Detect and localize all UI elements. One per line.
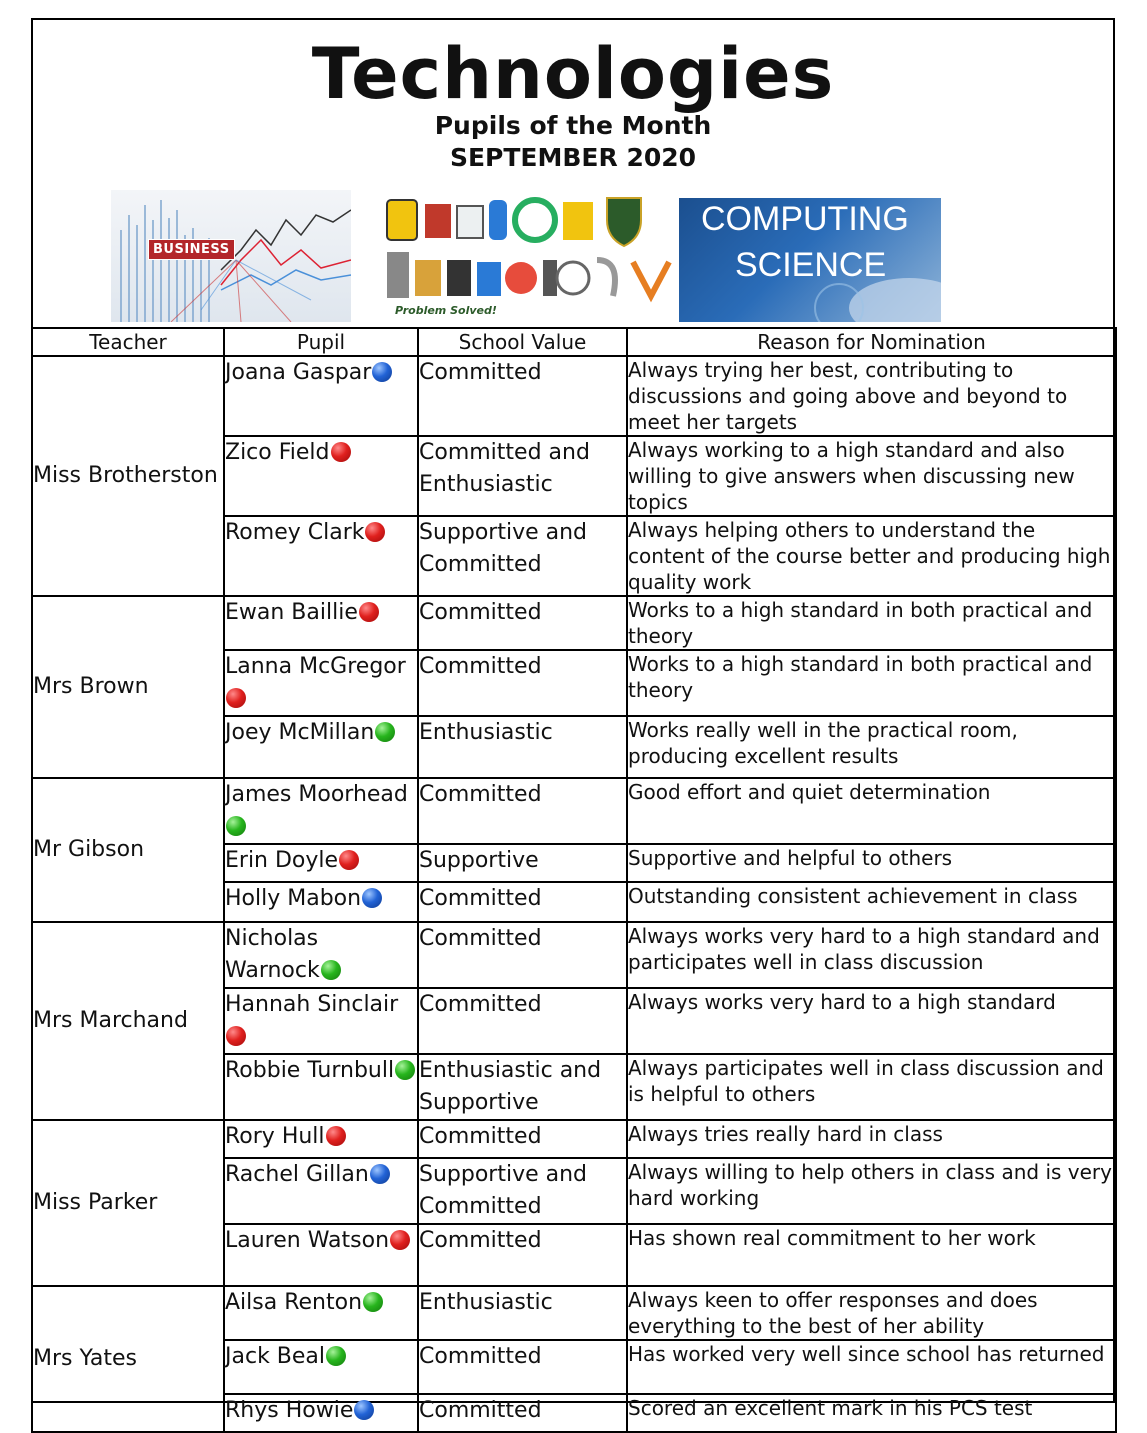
pupil-cell (224, 516, 418, 596)
pupil-cell (224, 882, 418, 922)
pupil-name: Lanna McGregor (225, 654, 406, 679)
reason-cell: Always helping others to understand the content of the course better and producing high quality work (627, 516, 1116, 596)
header-school-value: School Value (418, 328, 627, 356)
teacher-cell (32, 596, 224, 778)
nominations-table (31, 327, 1117, 1433)
reason-cell: Has worked very well since school has returned (627, 1340, 1116, 1394)
green-dot-icon (321, 960, 341, 980)
teacher-cell (32, 1120, 224, 1286)
teacher-name: Miss Parker (33, 1190, 158, 1215)
table-row (32, 1120, 1116, 1158)
school-value-cell: Enthusiastic (418, 1286, 627, 1340)
teacher-name: Mrs Yates (33, 1346, 137, 1371)
teacher-name: Mr Gibson (33, 837, 145, 862)
reason-cell: Always works very hard to a high standard (627, 988, 1116, 1054)
reason-cell: Always works very hard to a high standard and participates well in class discussion (627, 922, 1116, 988)
teacher-cell (32, 922, 224, 1120)
red-dot-icon (390, 1230, 410, 1250)
pupil-cell (224, 1394, 418, 1432)
school-value-cell: Committed (418, 988, 627, 1054)
pupil-cell (224, 922, 418, 988)
table-row (32, 778, 1116, 844)
school-value-cell: Committed (418, 650, 627, 716)
pupil-name: Ailsa Renton (225, 1290, 363, 1315)
pupil-name: Jack Beal (225, 1344, 326, 1369)
green-dot-icon (326, 1346, 346, 1366)
pupil-cell (224, 650, 418, 716)
pupil-cell (224, 844, 418, 882)
pupil-name: Lauren Watson (225, 1228, 390, 1253)
school-value-cell: Committed (418, 778, 627, 844)
pupil-name: Rhys Howie (225, 1398, 354, 1423)
pupil-name: Rory Hull (225, 1124, 325, 1149)
teacher-cell (32, 356, 224, 596)
blue-dot-icon (362, 888, 382, 908)
pupil-name: Erin Doyle (225, 848, 339, 873)
reason-cell: Always trying her best, contributing to discussions and going above and beyond to meet her targets (627, 356, 1116, 436)
header-teacher: Teacher (32, 328, 224, 356)
business-banner (111, 190, 351, 322)
pupil-name: Rachel Gillan (225, 1162, 369, 1187)
reason-cell: Works to a high standard in both practical and theory (627, 596, 1116, 650)
teacher-name: Miss Brotherston (33, 463, 218, 488)
school-value-cell: Committed (418, 596, 627, 650)
design-technology-banner (351, 190, 679, 322)
pupil-cell (224, 778, 418, 844)
red-dot-icon (331, 442, 351, 462)
pupil-name: Ewan Baillie (225, 600, 358, 625)
table-row (32, 922, 1116, 988)
teacher-name: Mrs Marchand (33, 1008, 188, 1033)
pupil-cell (224, 716, 418, 778)
school-value-cell: Committed and Enthusiastic (418, 436, 627, 516)
red-dot-icon (226, 688, 246, 708)
red-dot-icon (365, 522, 385, 542)
document-frame (31, 18, 1115, 1423)
school-value-cell: Committed (418, 1340, 627, 1394)
table-header-row (32, 328, 1116, 356)
school-value-cell: Supportive and Committed (418, 1158, 627, 1224)
page-subtitle: Pupils of the Month (434, 111, 712, 140)
pupil-name: James Moorhead (225, 782, 408, 807)
school-value-cell: Committed (418, 356, 627, 436)
red-dot-icon (359, 602, 379, 622)
page-title: Technologies (311, 33, 835, 115)
pupil-cell (224, 596, 418, 650)
reason-cell: Outstanding consistent achievement in class (627, 882, 1116, 922)
red-dot-icon (226, 1026, 246, 1046)
school-value-cell: Supportive and Committed (418, 516, 627, 596)
reason-cell: Always willing to help others in class and is very hard working (627, 1158, 1116, 1224)
school-value-cell: Committed (418, 882, 627, 922)
school-value-cell: Committed (418, 1224, 627, 1286)
school-value-cell: Supportive (418, 844, 627, 882)
pupil-cell (224, 1158, 418, 1224)
design-tagline: Problem Solved! (395, 304, 497, 317)
reason-cell: Always keen to offer responses and does everything to the best of her ability (627, 1286, 1116, 1340)
blue-dot-icon (354, 1400, 374, 1420)
business-label: BUSINESS (148, 239, 235, 260)
table-body (32, 356, 1116, 1432)
header-pupil: Pupil (224, 328, 418, 356)
reason-cell: Always tries really hard in class (627, 1120, 1116, 1158)
table-row (32, 596, 1116, 650)
pupil-name: Hannah Sinclair (225, 992, 399, 1017)
pupil-name: Romey Clark (225, 520, 365, 545)
pupil-cell (224, 1286, 418, 1340)
blue-dot-icon (370, 1164, 390, 1184)
design-technology-graphic (351, 190, 679, 322)
school-value-cell: Committed (418, 1120, 627, 1158)
green-dot-icon (226, 816, 246, 836)
table-row (32, 1286, 1116, 1340)
pupil-name: Zico Field (225, 440, 330, 465)
pupil-cell (224, 356, 418, 436)
pupil-cell (224, 1340, 418, 1394)
pupil-name: Holly Mabon (225, 886, 362, 911)
pupil-name: Robbie Turnbull (225, 1058, 395, 1083)
pupil-name: Joey McMillan (225, 720, 375, 745)
computing-science-banner (679, 198, 941, 322)
reason-cell: Has shown real commitment to her work (627, 1224, 1116, 1286)
pupil-cell (224, 988, 418, 1054)
pupil-name: Joana Gaspar (225, 360, 372, 385)
red-dot-icon (339, 850, 359, 870)
pupil-cell (224, 436, 418, 516)
reason-cell: Works really well in the practical room, producing excellent results (627, 716, 1116, 778)
red-dot-icon (326, 1126, 346, 1146)
pupil-cell (224, 1120, 418, 1158)
reason-cell: Always working to a high standard and also willing to give answers when discussing new topics (627, 436, 1116, 516)
school-value-cell: Enthusiastic and Supportive (418, 1054, 627, 1120)
blue-dot-icon (372, 362, 392, 382)
reason-cell: Works to a high standard in both practical and theory (627, 650, 1116, 716)
reason-cell: Scored an excellent mark in his PCS test (627, 1394, 1116, 1432)
header-reason: Reason for Nomination (627, 328, 1116, 356)
school-value-cell: Committed (418, 1394, 627, 1432)
page-month: SEPTEMBER 2020 (449, 143, 697, 172)
pupil-cell (224, 1224, 418, 1286)
table-row (32, 356, 1116, 436)
pupil-name: Nicholas Warnock (225, 926, 320, 983)
green-dot-icon (375, 722, 395, 742)
reason-cell: Supportive and helpful to others (627, 844, 1116, 882)
school-value-cell: Committed (418, 922, 627, 988)
teacher-name: Mrs Brown (33, 674, 149, 699)
reason-cell: Good effort and quiet determination (627, 778, 1116, 844)
teacher-cell (32, 778, 224, 922)
reason-cell: Always participates well in class discussion and is helpful to others (627, 1054, 1116, 1120)
school-value-cell: Enthusiastic (418, 716, 627, 778)
teacher-cell (32, 1286, 224, 1432)
pupil-cell (224, 1054, 418, 1120)
green-dot-icon (395, 1060, 415, 1080)
computing-label-line1: COMPUTING (701, 200, 909, 238)
green-dot-icon (363, 1292, 383, 1312)
computing-label-line2: SCIENCE (735, 246, 887, 284)
